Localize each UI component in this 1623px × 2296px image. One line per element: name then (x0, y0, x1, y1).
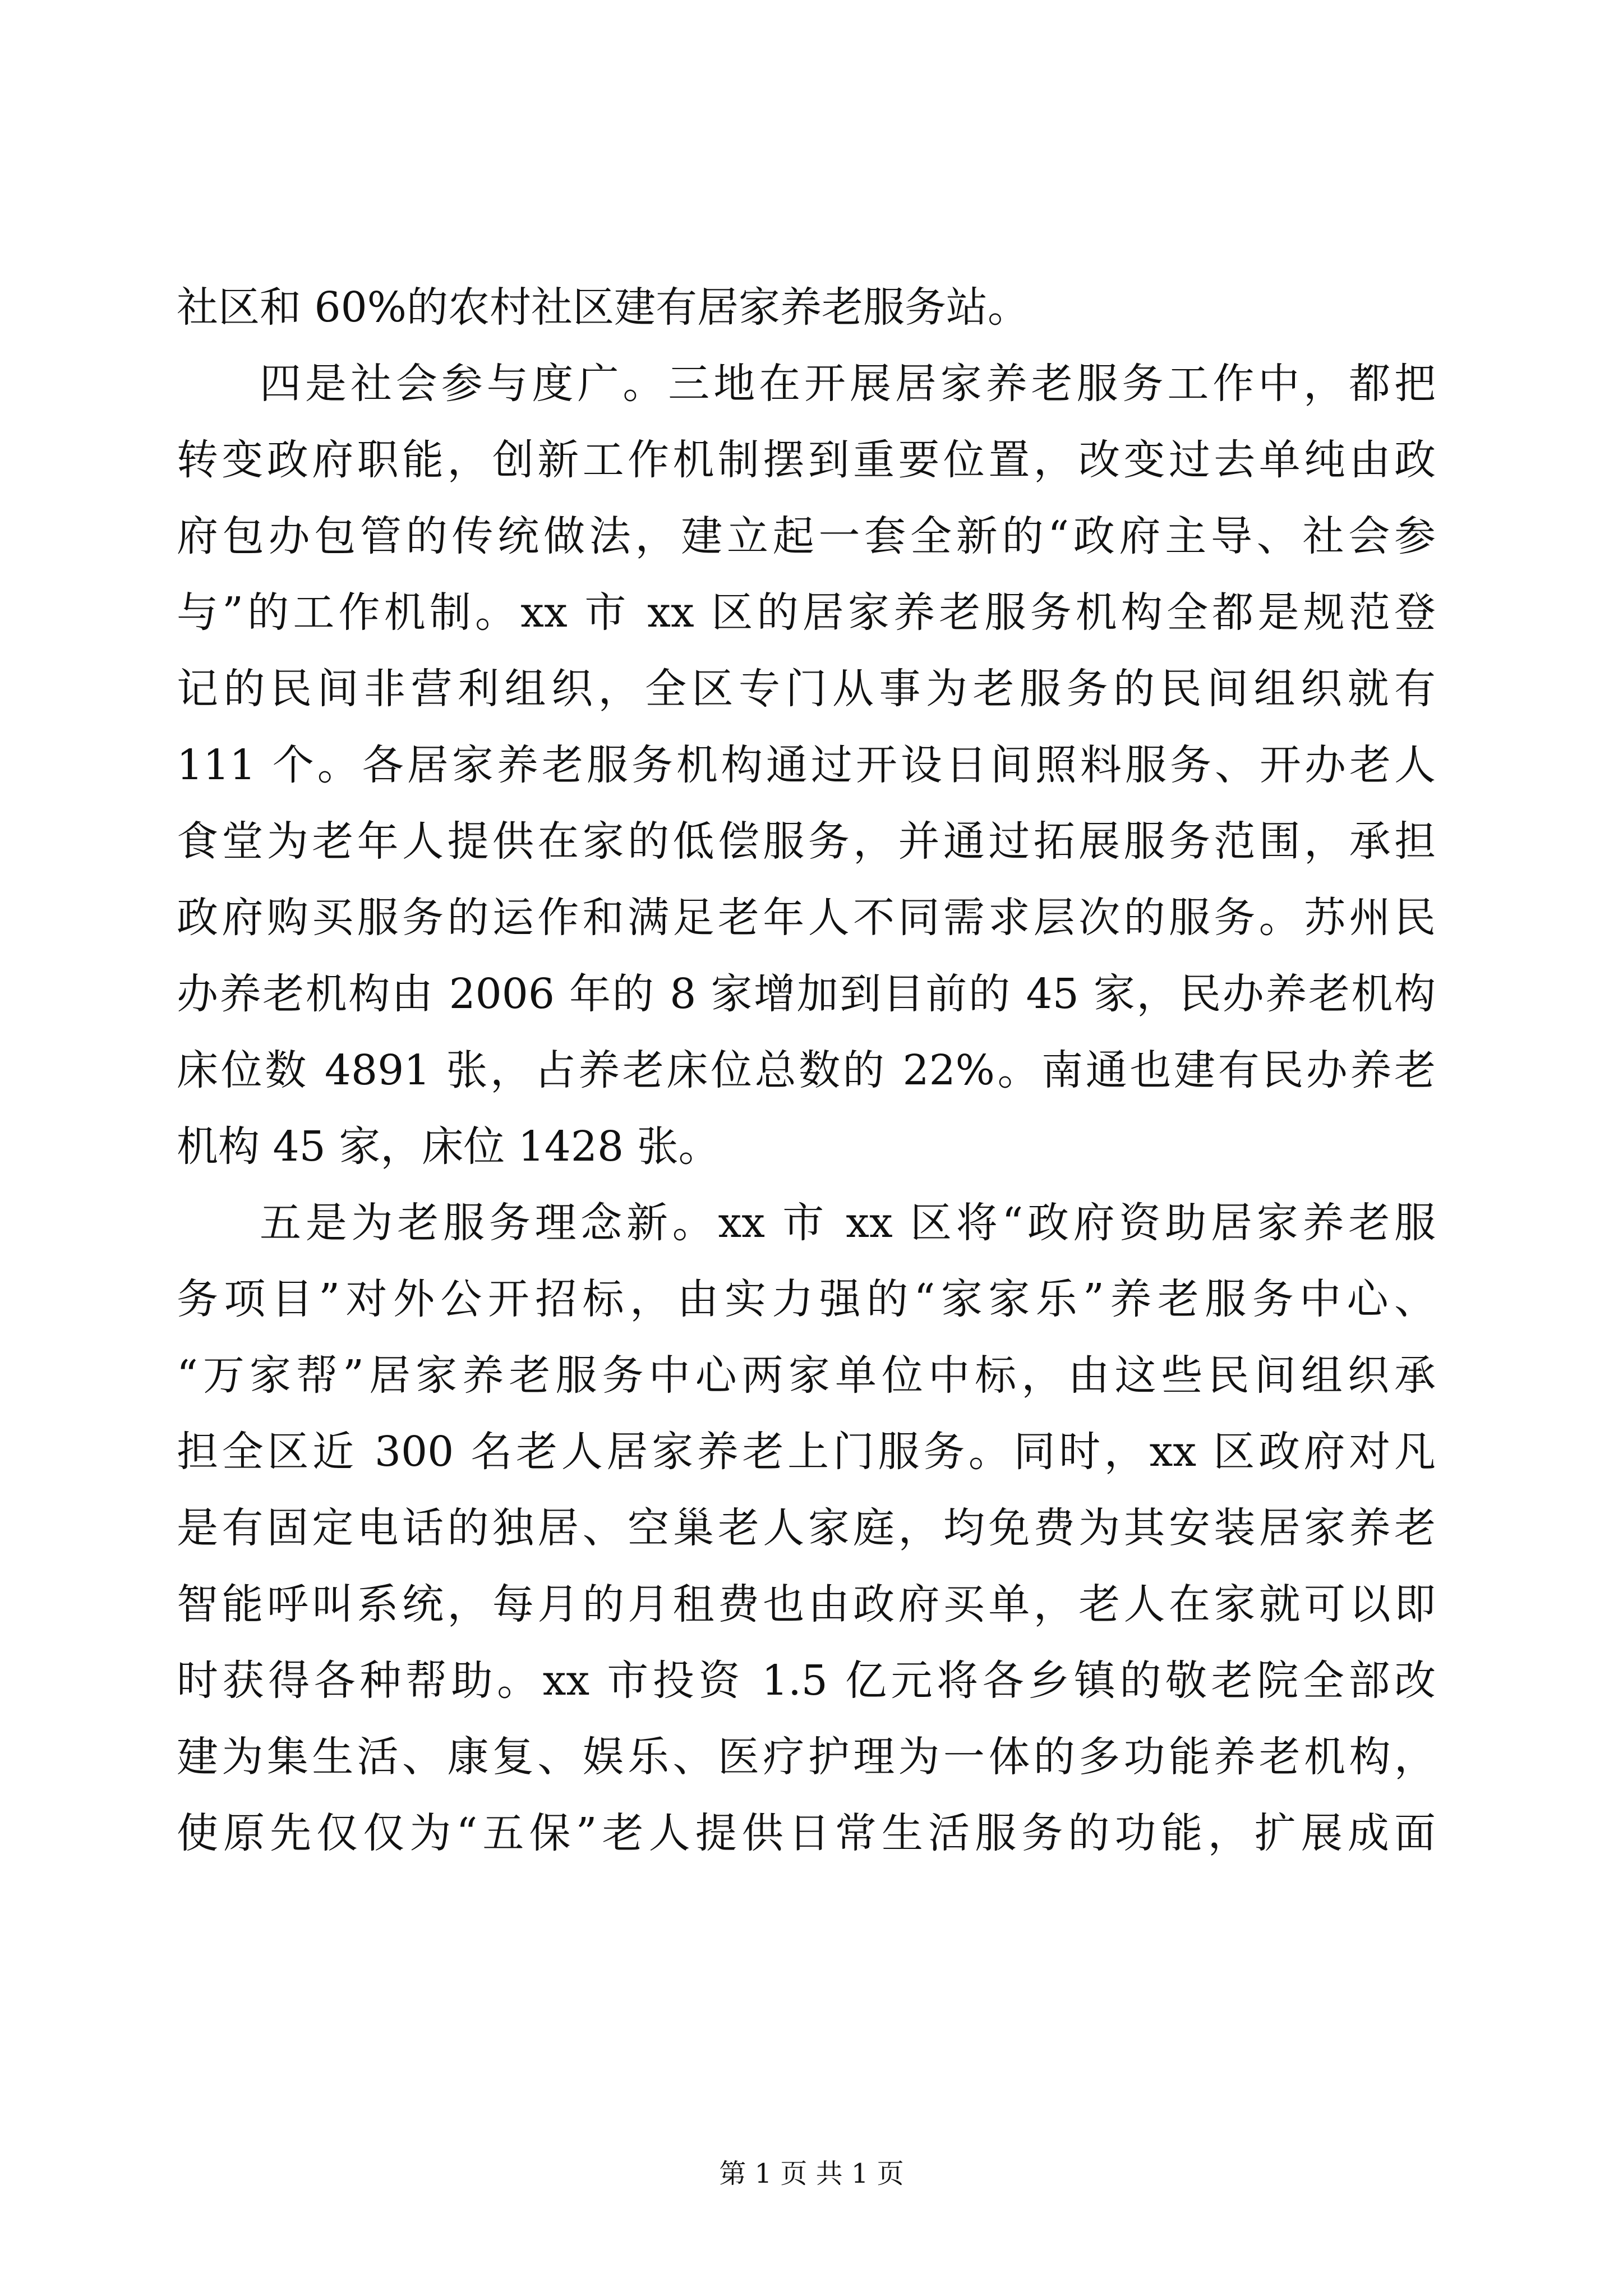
text-line: 智能呼叫系统，每月的月租费也由政府买单，老人在家就可以即 (177, 1580, 1436, 1628)
text-line: 记的民间非营利组织，全区专门从事为老服务的民间组织就有 (177, 665, 1436, 713)
text-line: 食堂为老年人提供在家的低偿服务，并通过拓展服务范围，承担 (177, 817, 1436, 866)
page-number-footer: 第 1 页 共 1 页 (719, 2158, 904, 2189)
text-line: 府包办包管的传统做法，建立起一套全新的“政府主导、社会参 (177, 512, 1436, 560)
text-line: 与”的工作机制。xx 市 xx 区的居家养老服务机构全都是规范登 (177, 588, 1436, 637)
text-line: 务项目”对外公开招标，由实力强的“家家乐”养老服务中心、 (177, 1275, 1436, 1323)
paragraph-first-line: 四是社会参与度广。三地在开展居家养老服务工作中，都把 (260, 360, 1436, 408)
text-line: 床位数 4891 张，占养老床位总数的 22%。南通也建有民办养老 (177, 1046, 1436, 1094)
text-line: 机构 45 家，床位 1428 张。 (177, 1122, 720, 1171)
text-line: 转变政府职能，创新工作机制摆到重要位置，改变过去单纯由政 (177, 436, 1436, 484)
text-line: 政府购买服务的运作和满足老年人不同需求层次的服务。苏州民 (177, 894, 1436, 942)
text-line: 111 个。各居家养老服务机构通过开设日间照料服务、开办老人 (177, 741, 1436, 789)
text-line: 使原先仅仅为“五保”老人提供日常生活服务的功能，扩展成面 (177, 1809, 1436, 1857)
text-line: 担全区近 300 名老人居家养老上门服务。同时，xx 区政府对凡 (177, 1428, 1436, 1476)
text-line: 时获得各种帮助。xx 市投资 1.5 亿元将各乡镇的敬老院全部改 (177, 1657, 1436, 1705)
paragraph-first-line: 五是为老服务理念新。xx 市 xx 区将“政府资助居家养老服 (260, 1199, 1436, 1247)
text-line: 建为集生活、康复、娱乐、医疗护理为一体的多功能养老机构， (177, 1733, 1436, 1781)
text-line: 是有固定电话的独居、空巢老人家庭，均免费为其安装居家养老 (177, 1504, 1436, 1552)
text-line: 社区和 60%的农村社区建有居家养老服务站。 (177, 283, 1029, 332)
text-line: “万家帮”居家养老服务中心两家单位中标，由这些民间组织承 (177, 1351, 1436, 1400)
text-line: 办养老机构由 2006 年的 8 家增加到目前的 45 家，民办养老机构 (177, 970, 1436, 1018)
body-text (177, 269, 1436, 1871)
